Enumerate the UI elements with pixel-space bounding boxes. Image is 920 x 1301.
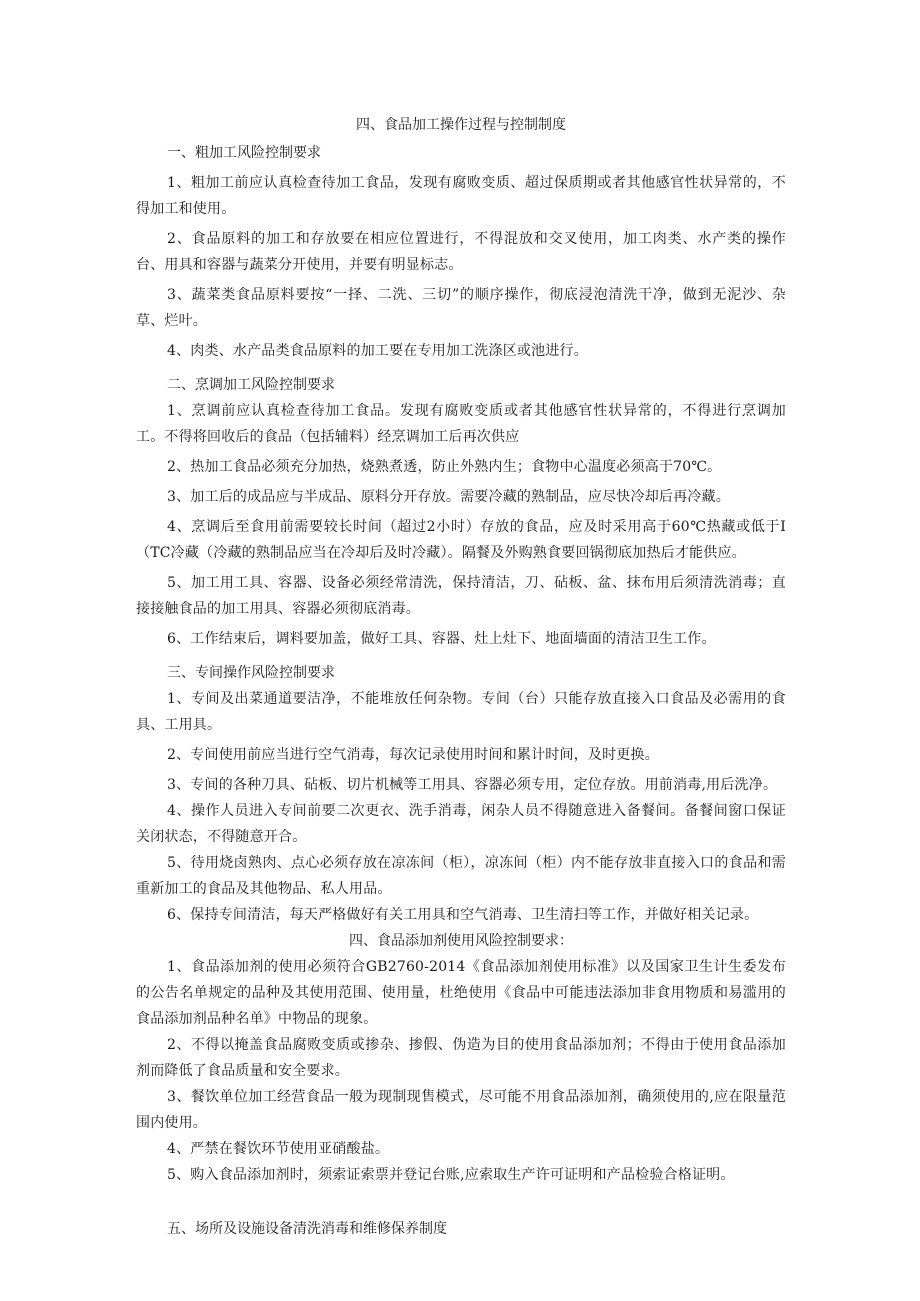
paragraph: 1、专间及出菜通道要洁净，不能堆放任何杂物。专间（台）只能存放直接入口食品及必需用的食具、工用具。: [136, 691, 786, 733]
paragraph: 6、工作结束后，调料要加盖，做好工具、容器、灶上灶下、地面墙面的清洁卫生工作。: [167, 631, 716, 647]
paragraph: 4、烹调后至食用前需要较长时间（超过2小时）存放的食品，应及时采用高于60℃热藏或低于I（TC冷藏（冷藏的熟制品应当在冷却后及时冷藏）。隔餐及外购熟食要回锅彻底加热后才能供应。: [136, 519, 786, 561]
paragraph: 5、加工用工具、容器、设备必须经常清洗，保持清洁，刀、砧板、盆、抹布用后须清洗消毒；直接接触食品的加工用具、容器必须彻底消毒。: [136, 575, 786, 617]
section-heading-rough-processing: 一、粗加工风险控制要求: [167, 145, 321, 161]
section-heading-additives: 四、食品添加剂使用风险控制要求：: [349, 933, 573, 949]
document-title: 四、食品加工操作过程与控制制度: [356, 117, 566, 133]
paragraph: 1、粗加工前应认真检查待加工食品，发现有腐败变质、超过保质期或者其他感官性状异常的，不得加工和使用。: [136, 175, 786, 217]
document-page: [136, 112, 786, 1242]
section-heading-cooking: 二、烹调加工风险控制要求: [167, 377, 335, 393]
paragraph: 3、蔬菜类食品原料要按“一择、二洗、三切”的顺序操作，彻底浸泡清洗干净，做到无泥沙、杂草、烂叶。: [136, 287, 786, 329]
paragraph: 2、不得以掩盖食品腐败变质或掺杂、掺假、伪造为目的使用食品添加剂；不得由于使用食品添加剂而降低了食品质量和安全要求。: [136, 1037, 786, 1079]
paragraph: 3、专间的各种刀具、砧板、切片机械等工用具、容器必须专用，定位存放。用前消毒,用后洗净。: [167, 777, 778, 793]
paragraph: 5、待用烧卤熟肉、点心必须存放在凉冻间（柜），凉冻间（柜）内不能存放非直接入口的食品和需重新加工的食品及其他物品、私人用品。: [136, 855, 786, 897]
paragraph: 4、严禁在餐饮环节使用亚硝酸盐。: [167, 1141, 390, 1157]
paragraph: 3、加工后的成品应与半成品、原料分开存放。需要冷藏的熟制品，应尽快冷却后再冷藏。: [167, 489, 730, 505]
paragraph: 2、食品原料的加工和存放要在相应位置进行，不得混放和交叉使用，加工肉类、水产类的操作台、用具和容器与蔬菜分开使用，并要有明显标志。: [136, 231, 786, 273]
paragraph: 6、保持专间清洁，每天严格做好有关工用具和空气消毒、卫生清扫等工作，并做好相关记录。: [167, 907, 759, 923]
paragraph: 1、食品添加剂的使用必须符合GB2760-2014《食品添加剂使用标准》以及国家卫生计生委发布的公告名单规定的品种及其使用范围、使用量，杜绝使用《食品中可能违法添加非食用物质和易滥用的食品添加剂品种名单》中物品的现象。: [136, 959, 786, 1027]
paragraph: 1、烹调前应认真检查待加工食品。发现有腐败变质或者其他感官性状异常的，不得进行烹调加工。不得将回收后的食品（包括辅料）经烹调加工后再次供应: [136, 403, 786, 445]
paragraph: 4、肉类、水产品类食品原料的加工要在专用加工洗涤区或池进行。: [167, 343, 588, 359]
paragraph: 2、专间使用前应当进行空气消毒，每次记录使用时间和累计时间，及时更换。: [167, 747, 659, 763]
paragraph: 2、热加工食品必须充分加热，烧熟煮透，防止外熟内生；食物中心温度必须高于70℃。: [167, 459, 722, 475]
paragraph: 4、操作人员进入专间前要二次更衣、洗手消毒，闲杂人员不得随意进入备餐间。备餐间窗口保证关闭状态，不得随意开合。: [136, 803, 786, 845]
section-heading-cleaning-maintenance: 五、场所及设施设备清洗消毒和维修保养制度: [167, 1221, 447, 1237]
section-heading-special-room: 三、专间操作风险控制要求: [167, 665, 335, 681]
paragraph: 5、购入食品添加剂时，须索证索票并登记台账,应索取生产许可证明和产品检验合格证明。: [167, 1167, 735, 1183]
paragraph: 3、餐饮单位加工经营食品一般为现制现售模式，尽可能不用食品添加剂，确须使用的,应在限量范围内使用。: [136, 1089, 786, 1131]
